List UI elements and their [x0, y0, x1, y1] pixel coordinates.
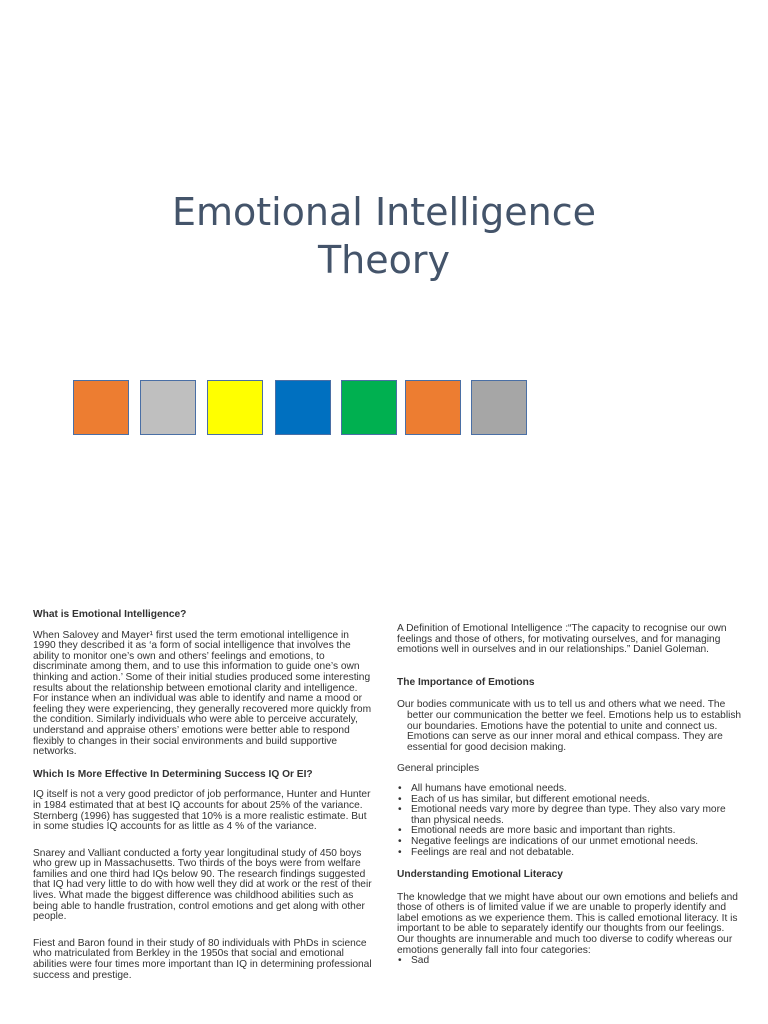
color-swatch	[405, 380, 461, 435]
paragraph-snarey-valliant: Snarey and Valliant conducted a forty year longitudinal study of 450 boys who grew up in Massachusetts. Two thirds of the boys were from welfare families and one third had IQs below 90. The research findings suggested that IQ had very little to do with how well they did at work or the rest of their lives. What made the biggest difference was childhood abilities such as being able to handle frustration, control emotions and get along with other people.	[33, 847, 372, 923]
document-title	[0, 188, 768, 284]
paragraph-iq-predictor: IQ itself is not a very good predictor of job performance, Hunter and Hunter in 1984 estimated that at best IQ accounts for about 25% of the variance. Sternberg (1996) has suggested that 10% is a more realistic estimate. But in some studies IQ accounts for as little as 4 % of the variance.	[33, 789, 371, 833]
color-swatch	[73, 380, 129, 435]
heading-importance-of-emotions: The Importance of Emotions	[397, 676, 535, 688]
list-item: • Emotional needs vary more by degree than type. They also vary more than physical needs.	[397, 805, 742, 826]
list-item: • Emotional needs are more basic and important than rights.	[397, 826, 742, 837]
list-item: • All humans have emotional needs.	[397, 784, 742, 795]
paragraph-definition: A Definition of Emotional Intelligence :“The capacity to recognise our own feelings and those of others, for motivating ourselves, and for managing emotions well in ourselves and in our relationships.” Daniel Goleman.	[397, 623, 727, 656]
principles-list	[397, 784, 742, 858]
right-column	[397, 624, 742, 967]
color-swatch	[140, 380, 196, 435]
color-swatch	[341, 380, 397, 435]
color-swatch	[471, 380, 527, 435]
list-item: • Each of us has similar, but different emotional needs.	[397, 795, 742, 806]
paragraph-bodies-communicate: Our bodies communicate with us to tell us and others what we need. The better our communication the better we feel. Emotions help us to establish our boundaries. Emotions have the potential to unite and connect us. Emotions can serve as our inner moral and ethical compass. They are essential for good decision making.	[397, 699, 742, 753]
paragraph-general-principles: General principles	[397, 763, 480, 775]
list-item: • Negative feelings are indications of our unmet emotional needs.	[397, 837, 742, 848]
heading-emotional-literacy: Understanding Emotional Literacy	[397, 869, 563, 881]
title-line-2: Theory	[317, 238, 451, 282]
list-item: • Feelings are real and not debatable.	[397, 848, 742, 859]
left-column	[33, 610, 373, 981]
list-item: • Sad	[397, 956, 742, 967]
heading-iq-or-ei: Which Is More Effective In Determining Success IQ Or EI?	[33, 768, 313, 780]
title-line-1: Emotional Intelligence	[171, 190, 597, 234]
emotion-categories-list	[397, 956, 742, 967]
heading-what-is-ei: What is Emotional Intelligence?	[33, 609, 187, 620]
color-swatch	[207, 380, 263, 435]
paragraph-fiest-baron: Fiest and Baron found in their study of 80 individuals with PhDs in science who matriculated from Berkley in the 1950s that social and emotional abilities were four times more important than IQ in determining professional success and prestige.	[33, 937, 372, 981]
paragraph-salovey-mayer: When Salovey and Mayer¹ first used the term emotional intelligence in 1990 they described it as ‘a form of social intelligence that involves the ability to monitor one’s own and others’ feelings and emotions, to discriminate among them, and to use this information to guide one’s own thinking and action.’ Some of their initial studies produced some interesting results about the relationship between emotional clarity and intelligence. For instance when an individual was able to identify and name a mood or feeling they were experiencing, they generally recovered more quickly from the condition. Similarly individuals who were able to perceive accurately, understand and appraise others’ emotions were better able to respond flexibly to changes in their social environments and build supportive networks.	[33, 629, 372, 758]
color-swatch	[275, 380, 331, 435]
paragraph-emotional-knowledge: The knowledge that we might have about our own emotions and beliefs and those of others is of limited value if we are unable to properly identify and label emotions as we experience them. This is called emotional literacy. It is important to be able to separately identify our thoughts from our feelings. Our thoughts are innumerable and much too diverse to codify whereas our emotions generally fall into four categories:	[397, 891, 738, 956]
